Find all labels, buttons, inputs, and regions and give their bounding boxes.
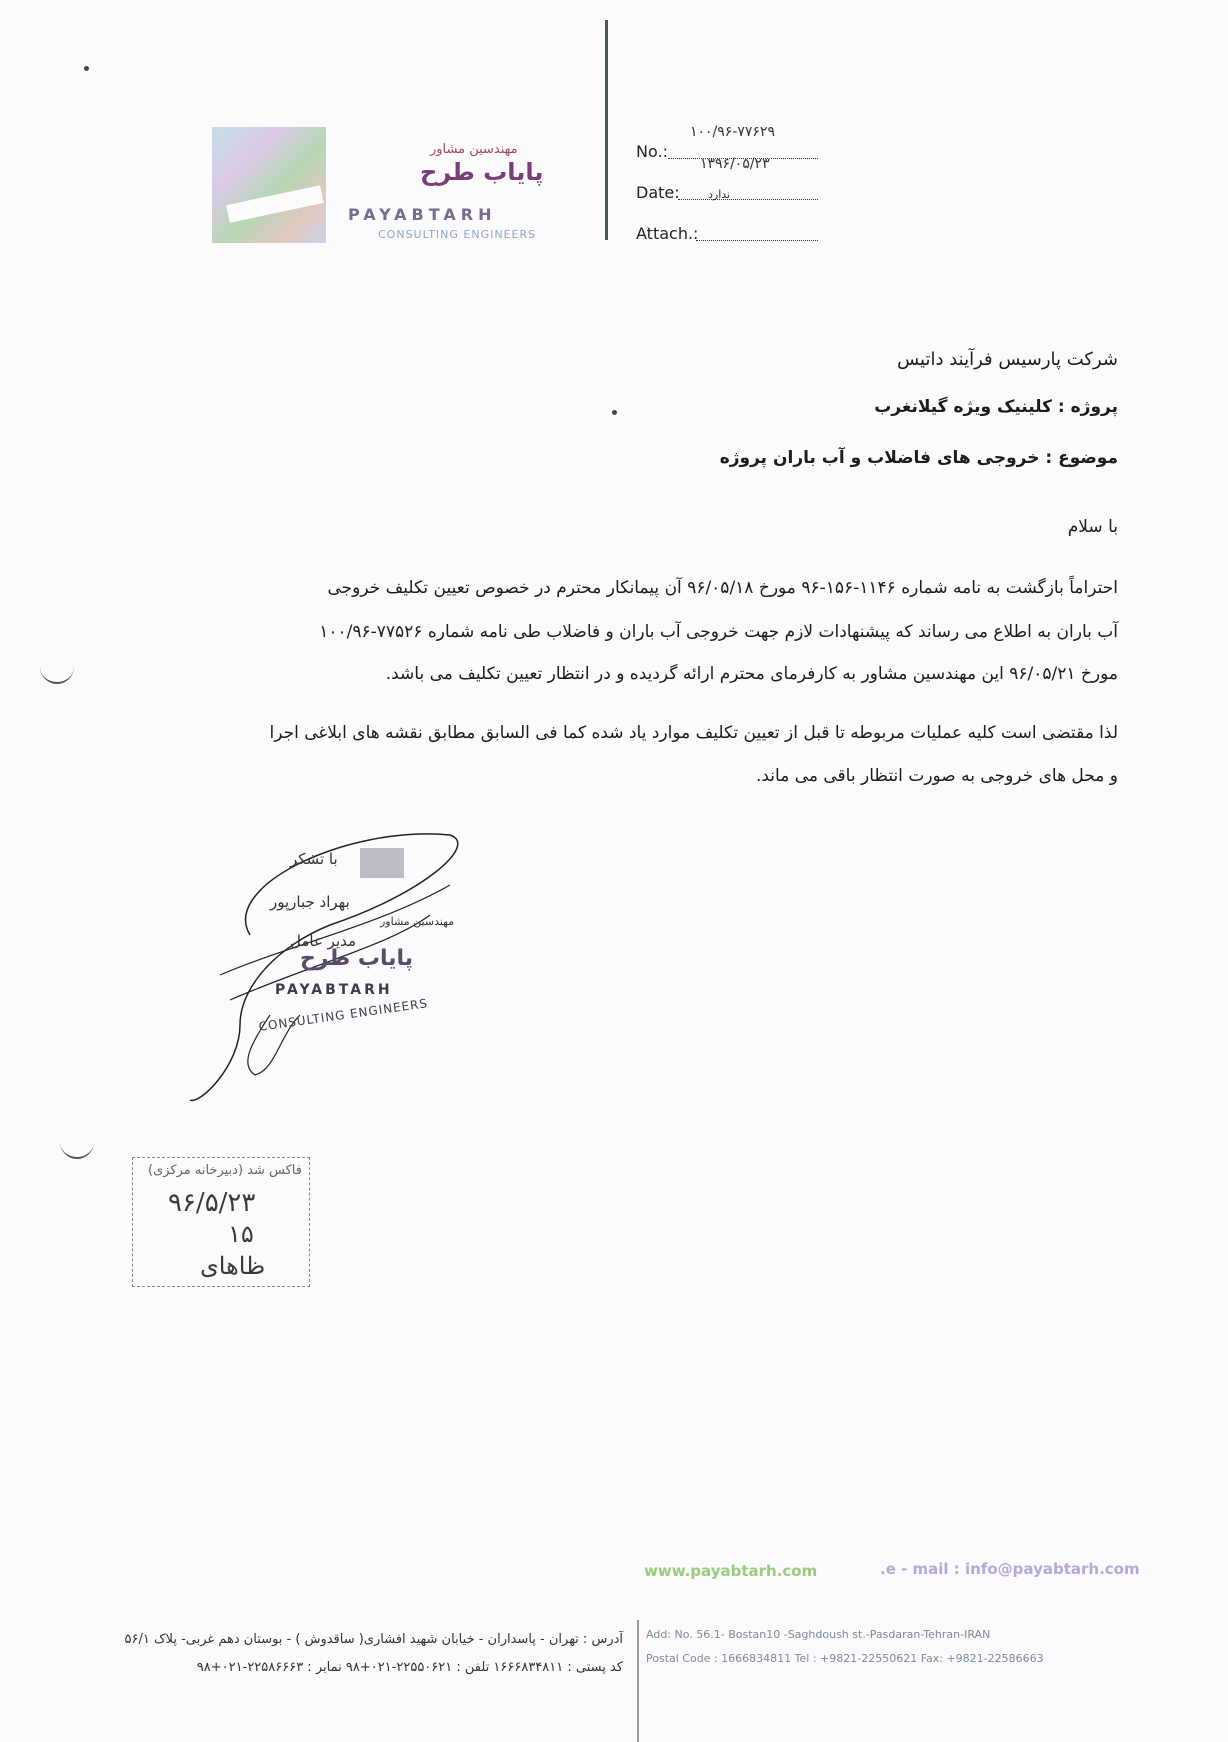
punch-hole-bottom bbox=[60, 1135, 94, 1159]
punch-hole-top bbox=[40, 660, 74, 684]
speck bbox=[84, 66, 89, 71]
para1-line3: مورخ ۹۶/۰۵/۲۱ این مهندسین مشاور به کارفرمای محترم ارائه گردیده و در انتظار تعیین تکلیف می باشد. bbox=[385, 664, 1118, 684]
header-divider bbox=[605, 20, 608, 240]
receipt-number: ۱۵ bbox=[228, 1220, 254, 1248]
para2-line2: و محل های خروجی به صورت انتظار باقی می ماند. bbox=[755, 766, 1118, 786]
brand-fa-small: مهندسین مشاور bbox=[430, 142, 518, 157]
recipient: شرکت پارسیس فرآیند داتیس bbox=[897, 349, 1118, 370]
subject: موضوع : خروجی های فاضلاب و آب باران پروژه bbox=[719, 448, 1118, 468]
project: پروژه : کلینیک ویژه گیلانغرب bbox=[874, 397, 1118, 417]
address-en-line1: Add: No. 56.1- Bostan10 -Saghdoush st.-Pasdaran-Tehran-IRAN bbox=[646, 1628, 991, 1641]
para2-line1: لذا مقتضی است کلیه عملیات مربوطه تا قبل از تعیین تکلیف موارد یاد شده کما فی السابق مطابق نقشه های ابلاغی اجرا bbox=[269, 723, 1118, 743]
signature-name: بهراد جبارپور bbox=[270, 893, 350, 911]
address-en-line2: Postal Code : 1666834811 Tel : +9821-22550621 Fax: +9821-22586663 bbox=[646, 1652, 1044, 1665]
para1-line1: احتراماً بازگشت به نامه شماره ۱۱۴۶-۱۵۶-۹۶ مورخ ۹۶/۰۵/۱۸ آن پیمانکار محترم در خصوص تعیین تکلیف خروجی bbox=[327, 578, 1118, 598]
attach-dots bbox=[696, 239, 818, 241]
brand-fa-name: پایاب طرح bbox=[420, 158, 544, 186]
email-link[interactable]: .e - mail : info@payabtarh.com bbox=[880, 1560, 1140, 1578]
stamp-en-subtitle: CONSULTING ENGINEERS bbox=[257, 996, 429, 1034]
speck bbox=[612, 410, 617, 415]
brand-en-subtitle: CONSULTING ENGINEERS bbox=[378, 228, 537, 241]
no-label: No.: bbox=[636, 142, 668, 161]
no-value: ۱۰۰/۹۶-۷۷۶۲۹ bbox=[690, 124, 775, 140]
receipt-title: فاکس شد (دبیرخانه مرکزی) bbox=[148, 1163, 302, 1178]
website-link[interactable]: www.payabtarh.com bbox=[644, 1562, 818, 1580]
greeting: با سلام bbox=[1067, 517, 1118, 537]
stamp-fa-name: پایاب طرح bbox=[300, 946, 414, 971]
stamp-en-name: PAYABTARH bbox=[275, 982, 393, 998]
date-dots bbox=[678, 198, 818, 200]
receipt-date: ۹۶/۵/۲۳ bbox=[168, 1188, 256, 1218]
brand-en-name: PAYABTARH bbox=[348, 205, 497, 224]
stamp-seal bbox=[360, 848, 404, 878]
address-fa-line1: آدرس : تهران - پاسداران - خیابان شهید افشاری( ساقدوش ) - بوستان دهم غربی- پلاک ۵۶/۱ bbox=[124, 1632, 623, 1647]
company-logo bbox=[212, 127, 326, 243]
signature-closing: با تشکر bbox=[290, 850, 338, 868]
date-value: ۱۳۹۶/۰۵/۲۳ bbox=[700, 156, 770, 172]
footer-divider bbox=[637, 1620, 639, 1742]
para1-line2: آب باران به اطلاع می رساند که پیشنهادات لازم جهت خروجی آب باران و فاضلاب طی نامه شماره ۷۷۵۲۶-۱۰۰/۹۶ bbox=[319, 622, 1118, 642]
address-fa-line2: کد پستی : ۱۶۶۶۸۳۴۸۱۱ تلفن : ۲۲۵۵۰۶۲۱-۰۲۱+۹۸ نمابر : ۲۲۵۸۶۶۶۳-۰۲۱+۹۸ bbox=[196, 1660, 623, 1675]
receipt-initials: ظاهای bbox=[200, 1252, 266, 1280]
date-label: Date: bbox=[636, 183, 680, 202]
attach-label: Attach.: bbox=[636, 224, 699, 243]
signature-title: مدیر عامل bbox=[290, 932, 357, 950]
date-note: ندارد bbox=[708, 188, 731, 201]
stamp-fa-small: مهندسین مشاور bbox=[380, 915, 455, 928]
